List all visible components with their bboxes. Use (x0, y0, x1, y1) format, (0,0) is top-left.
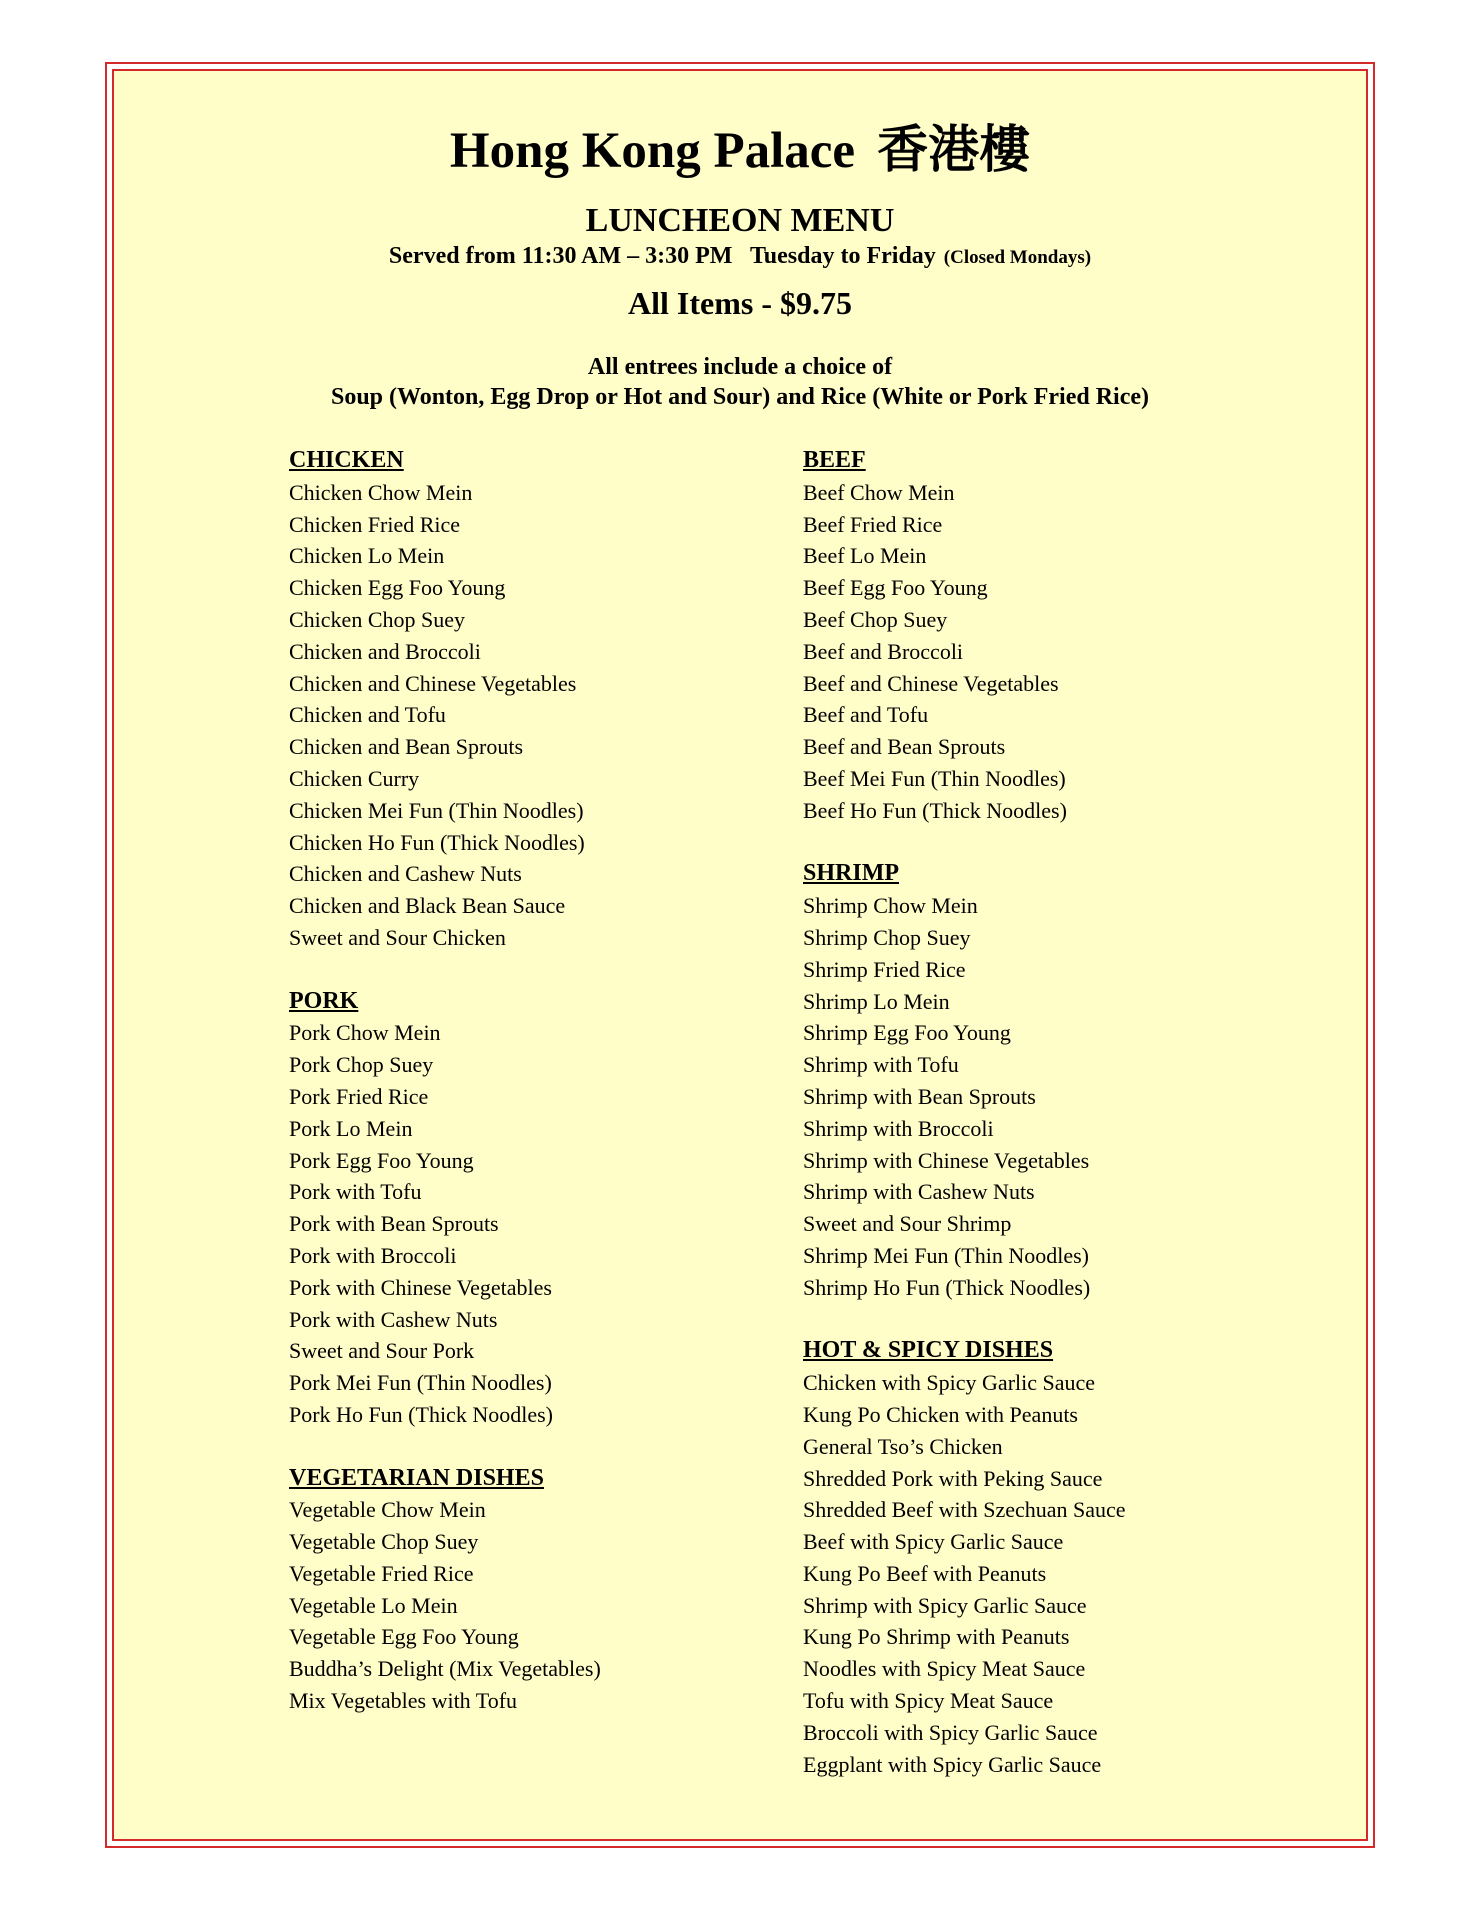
menu-item: Pork with Broccoli (289, 1242, 457, 1268)
menu-item: Pork Mei Fun (Thin Noodles) (289, 1370, 552, 1396)
price-line: All Items - $9.75 (628, 285, 852, 321)
section-title: SHRIMP (803, 860, 899, 887)
menu-item: Sweet and Sour Shrimp (803, 1211, 1012, 1237)
menu-item: Shrimp Egg Foo Young (803, 1020, 1011, 1046)
section-title: CHICKEN (289, 447, 404, 473)
menu-item: Pork Chow Mein (289, 1020, 441, 1046)
section-title: PORK (289, 987, 359, 1014)
menu-item: Shrimp Mei Fun (Thin Noodles) (803, 1242, 1089, 1268)
menu-item: Chicken Ho Fun (Thick Noodles) (289, 829, 585, 855)
menu-section-pork (289, 986, 769, 1431)
menu-item: Kung Po Beef with Peanuts (803, 1560, 1047, 1586)
menu-item: Beef Lo Mein (803, 543, 927, 569)
menu-item: Shredded Pork with Peking Sauce (803, 1465, 1103, 1491)
include-line-1: All entrees include a choice of (587, 354, 893, 380)
menu-item: Shrimp Chop Suey (803, 924, 971, 950)
menu-item: Chicken and Black Bean Sauce (289, 893, 566, 919)
menu-item: Shrimp with Spicy Garlic Sauce (803, 1592, 1087, 1618)
service-hours (112, 241, 1368, 273)
menu-item: Vegetable Fried Rice (289, 1560, 474, 1586)
menu-item: Beef Fried Rice (803, 511, 943, 537)
menu-item: Pork with Cashew Nuts (289, 1306, 498, 1332)
menu-item: Mix Vegetables with Tofu (289, 1688, 518, 1714)
menu-item: Shrimp with Bean Sprouts (803, 1083, 1036, 1109)
menu-section-hot-and-spicy-dishes (803, 1335, 1323, 1780)
restaurant-title (112, 121, 1368, 181)
menu-item: Beef and Broccoli (803, 638, 964, 664)
menu-item: Sweet and Sour Chicken (289, 924, 506, 950)
menu-item: Vegetable Chop Suey (289, 1529, 479, 1555)
menu-item: Pork Lo Mein (289, 1115, 413, 1141)
closed-note: (Closed Mondays) (943, 247, 1092, 268)
menu-item: Kung Po Shrimp with Peanuts (803, 1624, 1070, 1650)
menu-subtitle: LUNCHEON MENU (585, 202, 895, 239)
menu-item: General Tso’s Chicken (803, 1433, 1003, 1459)
menu-item: Tofu with Spicy Meat Sauce (803, 1688, 1054, 1714)
menu-item: Beef Mei Fun (Thin Noodles) (803, 765, 1066, 791)
menu-item: Chicken and Tofu (289, 702, 446, 728)
menu-item: Shrimp with Chinese Vegetables (803, 1147, 1090, 1173)
menu-item: Beef and Chinese Vegetables (803, 670, 1059, 696)
menu-item: Eggplant with Spicy Garlic Sauce (803, 1751, 1102, 1777)
section-title: VEGETARIAN DISHES (289, 1464, 544, 1491)
menu-item: Chicken Lo Mein (289, 543, 445, 569)
menu-item: Beef Chow Mein (803, 479, 955, 505)
menu-item: Chicken and Bean Sprouts (289, 734, 524, 760)
menu-item: Vegetable Egg Foo Young (289, 1624, 519, 1650)
menu-item: Pork Chop Suey (289, 1052, 434, 1078)
section-title: BEEF (803, 447, 866, 473)
menu-item: Vegetable Chow Mein (289, 1497, 486, 1523)
menu-item: Shrimp Ho Fun (Thick Noodles) (803, 1274, 1091, 1300)
menu-item: Vegetable Lo Mein (289, 1592, 458, 1618)
menu-item: Beef Egg Foo Young (803, 575, 988, 601)
menu-item: Pork Fried Rice (289, 1083, 429, 1109)
menu-item: Beef Chop Suey (803, 606, 948, 632)
menu-item: Chicken with Spicy Garlic Sauce (803, 1370, 1096, 1396)
restaurant-name-chinese: 香港樓 (877, 121, 1031, 180)
menu-item: Chicken Chop Suey (289, 606, 465, 632)
menu-item: Shrimp with Cashew Nuts (803, 1179, 1035, 1205)
menu-item: Beef with Spicy Garlic Sauce (803, 1529, 1064, 1555)
menu-item: Shrimp with Tofu (803, 1052, 959, 1078)
menu-section-beef (803, 445, 1323, 827)
menu-item: Chicken Chow Mein (289, 479, 473, 505)
menu-section-chicken (289, 445, 769, 954)
menu-item: Beef and Tofu (803, 702, 929, 728)
menu-item: Chicken and Chinese Vegetables (289, 670, 577, 696)
menu-item: Shrimp Fried Rice (803, 956, 966, 982)
menu-item: Shrimp Lo Mein (803, 988, 950, 1014)
menu-item: Beef Ho Fun (Thick Noodles) (803, 797, 1067, 823)
hours-text: Served from 11:30 AM – 3:30 PM Tuesday to Friday (388, 243, 936, 269)
menu-item: Shredded Beef with Szechuan Sauce (803, 1497, 1126, 1523)
menu-item: Chicken Mei Fun (Thin Noodles) (289, 797, 584, 823)
menu-item: Chicken Egg Foo Young (289, 575, 506, 601)
restaurant-name: Hong Kong Palace (449, 123, 856, 179)
menu-item: Chicken and Broccoli (289, 638, 481, 664)
left-menu-column (289, 445, 769, 1749)
menu-item: Buddha’s Delight (Mix Vegetables) (289, 1656, 601, 1682)
menu-item: Chicken and Cashew Nuts (289, 861, 522, 887)
menu-item: Broccoli with Spicy Garlic Sauce (803, 1719, 1098, 1745)
menu-item: Chicken Fried Rice (289, 511, 461, 537)
menu-item: Sweet and Sour Pork (289, 1338, 475, 1364)
menu-item: Pork with Tofu (289, 1179, 422, 1205)
menu-item: Pork with Bean Sprouts (289, 1211, 499, 1237)
right-menu-column (803, 445, 1323, 1812)
menu-item: Shrimp Chow Mein (803, 893, 978, 919)
include-line-2: Soup (Wonton, Egg Drop or Hot and Sour) and Rice (White or Pork Fried Rice) (330, 384, 1150, 410)
menu-item: Shrimp with Broccoli (803, 1115, 994, 1141)
menu-item: Beef and Bean Sprouts (803, 734, 1006, 760)
menu-item: Noodles with Spicy Meat Sauce (803, 1656, 1086, 1682)
section-title: HOT & SPICY DISHES (803, 1337, 1054, 1364)
menu-item: Chicken Curry (289, 765, 420, 791)
menu-item: Pork Egg Foo Young (289, 1147, 474, 1173)
menu-item: Kung Po Chicken with Peanuts (803, 1401, 1078, 1427)
menu-item: Pork with Chinese Vegetables (289, 1274, 552, 1300)
menu-item: Pork Ho Fun (Thick Noodles) (289, 1401, 553, 1427)
menu-section-vegetarian-dishes (289, 1463, 769, 1717)
menu-section-shrimp (803, 858, 1323, 1303)
